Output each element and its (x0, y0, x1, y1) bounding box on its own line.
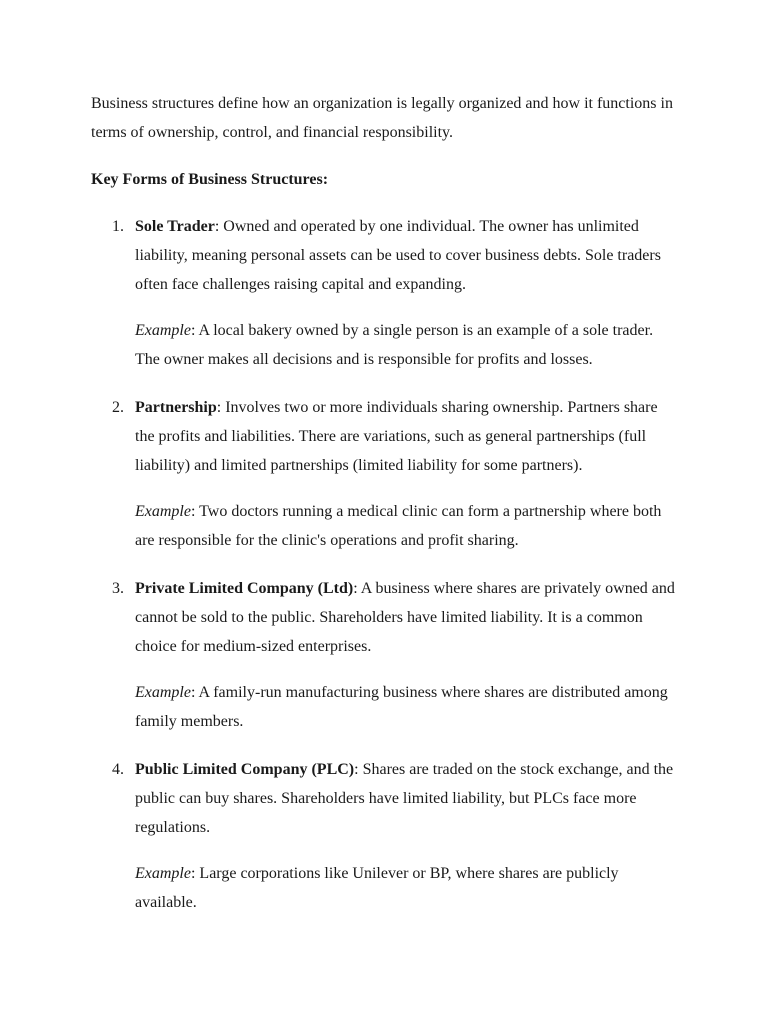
list-item-example (135, 859, 680, 917)
list-item (91, 574, 691, 736)
list-item (91, 755, 691, 917)
list-item-description (135, 393, 680, 480)
list-item-text: : Involves two or more individuals sharing ownership. Partners share the profits and liabilities. There are variations, such as general partnerships (full liability) and limited partnerships (limited liability for some partners). (135, 399, 658, 474)
list-item-number: 1. (112, 218, 124, 235)
list-item-example (135, 678, 680, 736)
list-item (91, 212, 691, 374)
example-label: Example (135, 684, 191, 701)
list-item-text: : Owned and operated by one individual. The owner has unlimited liability, meaning personal assets can be used to cover business debts. Sole traders often face challenges raising capital and expanding. (135, 218, 661, 293)
list-item-example (135, 316, 680, 374)
list-item-example (135, 497, 680, 555)
list-item-text: : Shares are traded on the stock exchange, and the public can buy shares. Shareholders have limited liability, but PLCs face more regulations. (135, 761, 674, 836)
list-item-description (135, 755, 680, 842)
example-label: Example (135, 865, 191, 882)
example-text: : Two doctors running a medical clinic can form a partnership where both are responsible for the clinic's operations and profit sharing. (135, 503, 662, 549)
list-item-term: Public Limited Company (PLC) (135, 761, 355, 778)
section-heading: Key Forms of Business Structures: (91, 171, 329, 188)
list-item-text: : A business where shares are privately owned and cannot be sold to the public. Shareholders have limited liability. It is a common choice for medium-sized enterprises. (135, 580, 675, 655)
intro-paragraph: Business structures define how an organization is legally organized and how it functions in terms of ownership, control, and financial responsibility. (91, 95, 673, 141)
list-item-number: 3. (112, 580, 124, 597)
list-item-description (135, 574, 680, 661)
example-label: Example (135, 322, 191, 339)
list-item (91, 393, 691, 555)
example-text: : A local bakery owned by a single person is an example of a sole trader. The owner makes all decisions and is responsible for profits and losses. (135, 322, 654, 368)
list-item-term: Private Limited Company (Ltd) (135, 580, 354, 597)
list-item-term: Sole Trader (135, 218, 215, 235)
list-item-description (135, 212, 680, 299)
list-item-number: 4. (112, 761, 124, 778)
list-item-number: 2. (112, 399, 124, 416)
example-label: Example (135, 503, 191, 520)
list-item-term: Partnership (135, 399, 217, 416)
example-text: : A family-run manufacturing business where shares are distributed among family members. (135, 684, 668, 730)
example-text: : Large corporations like Unilever or BP, where shares are publicly available. (135, 865, 619, 911)
